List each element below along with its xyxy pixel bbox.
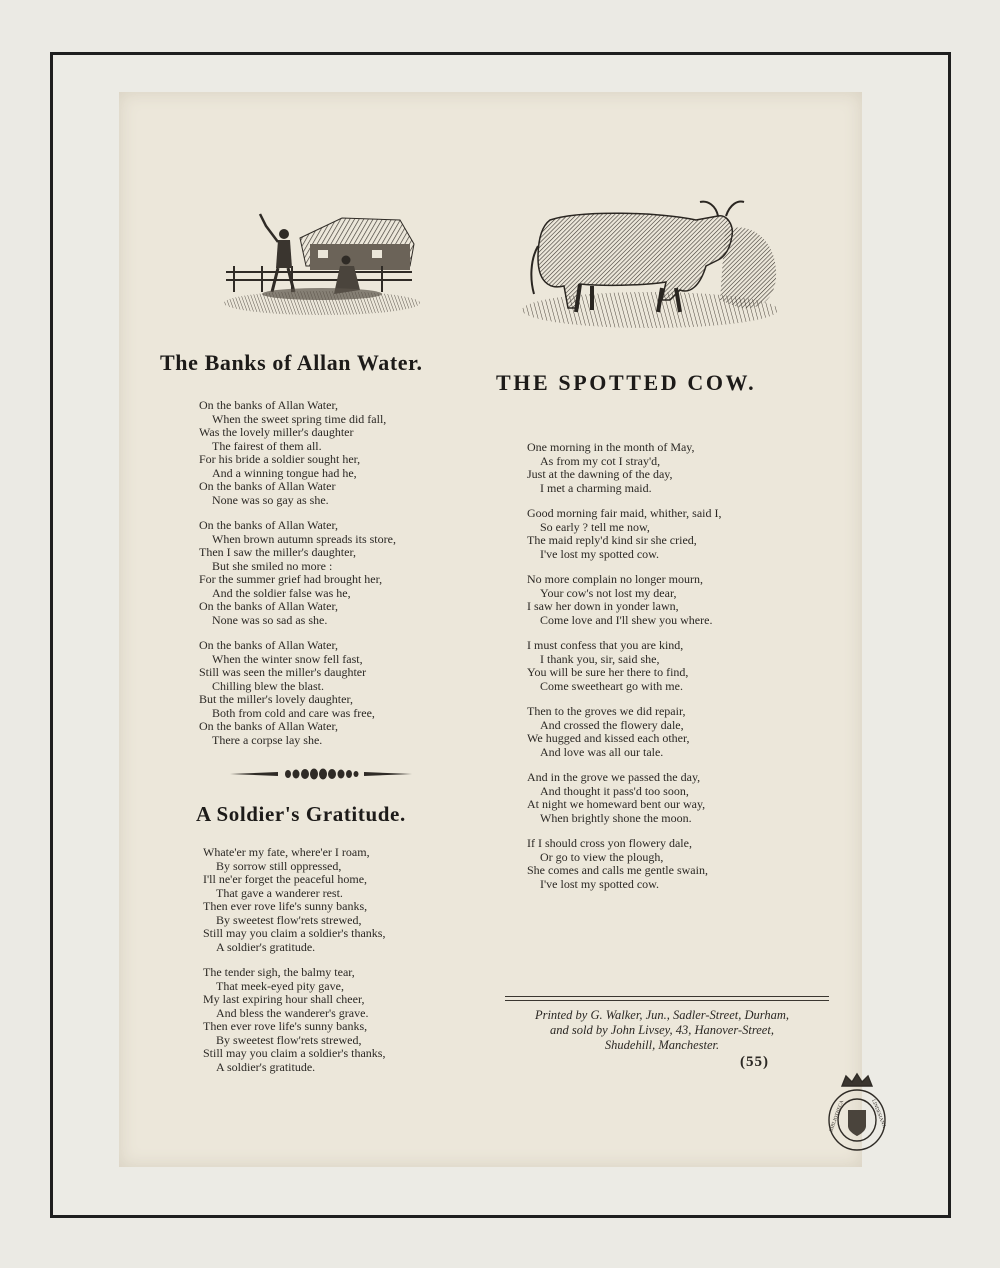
verse-line: And a winning tongue had he,: [212, 465, 357, 480]
verse-line: Still may you claim a soldier's thanks,: [203, 926, 386, 940]
verse-line: Come sweetheart go with me.: [540, 678, 683, 693]
verse-line: And crossed the flowery dale,: [540, 717, 684, 732]
verse-line: A soldier's gratitude.: [216, 1059, 316, 1074]
verse-line: My last expiring hour shall cheer,: [203, 992, 365, 1006]
verse-line: On the banks of Allan Water,: [199, 599, 338, 613]
verse-line: At night we homeward bent our way,: [527, 797, 706, 811]
imprint-line: Shudehill, Manchester.: [604, 1038, 720, 1052]
verse-line: I must confess that you are kind,: [527, 638, 684, 652]
poem-spotted-cow: [527, 441, 721, 903]
verse-line: And thought it pass'd too soon,: [540, 783, 689, 798]
verse-line: For the summer grief had brought her,: [199, 572, 383, 586]
verse-line: Still may you claim a soldier's thanks,: [203, 1046, 386, 1060]
verse-line: I thank you, sir, said she,: [540, 651, 660, 666]
poem-soldiers-gratitude: [203, 846, 385, 1086]
verse-line: When the winter snow fell fast,: [212, 651, 363, 666]
verse-line: I saw her down in yonder lawn,: [527, 599, 679, 613]
verse-line: On the banks of Allan Water,: [199, 518, 338, 532]
woodcut-spotted-cow: [520, 190, 782, 330]
stanza: [527, 441, 721, 495]
verse-line: Or go to view the plough,: [540, 849, 664, 864]
stanza: [199, 399, 396, 507]
stanza: [203, 846, 385, 954]
verse-line: By sweetest flow'rets strewed,: [216, 1032, 362, 1047]
verse-line: That meek-eyed pity gave,: [216, 978, 344, 993]
verse-line: But the miller's lovely daughter,: [199, 692, 353, 706]
stanza: [527, 837, 721, 891]
woodcut-soldier-cottage: [222, 208, 422, 318]
stanza: [527, 705, 721, 759]
verse-line: By sweetest flow'rets strewed,: [216, 912, 362, 927]
verse-line: There a corpse lay she.: [212, 732, 323, 747]
verse-line: The maid reply'd kind sir she cried,: [527, 533, 697, 547]
verse-line: Chilling blew the blast.: [212, 678, 324, 693]
verse-line: On the banks of Allan Water,: [199, 398, 338, 412]
verse-line: One morning in the month of May,: [527, 440, 695, 454]
stanza: [203, 966, 385, 1074]
verse-line: And bless the wanderer's grave.: [216, 1005, 369, 1020]
svg-text:BIBLIOTHECA: BIBLIOTHECA: [829, 1099, 846, 1133]
verse-line: Still was seen the miller's daughter: [199, 665, 367, 679]
verse-line: And love was all our tale.: [540, 744, 664, 759]
verse-line: On the banks of Allan Water,: [199, 719, 338, 733]
verse-line: If I should cross yon flowery dale,: [527, 836, 692, 850]
stanza: [199, 639, 396, 747]
verse-line: We hugged and kissed each other,: [527, 731, 690, 745]
printer-imprint: [497, 1008, 827, 1053]
verse-line: The tender sigh, the balmy tear,: [203, 965, 355, 979]
stanza: [527, 639, 721, 693]
verse-line: I've lost my spotted cow.: [540, 876, 660, 891]
verse-line: When brown autumn spreads its store,: [212, 531, 396, 546]
verse-line: Come love and I'll shew you where.: [540, 612, 713, 627]
verse-line: And in the grove we passed the day,: [527, 770, 701, 784]
verse-line: No more complain no longer mourn,: [527, 572, 703, 586]
verse-line: Just at the dawning of the day,: [527, 467, 673, 481]
imprint-line: and sold by John Livsey, 43, Hanover-Street,: [550, 1023, 774, 1037]
ornamental-rule: [228, 768, 414, 780]
title-spotted-cow: THE SPOTTED COW.: [496, 370, 757, 395]
verse-line: By sorrow still oppressed,: [216, 858, 342, 873]
verse-line: Then I saw the miller's daughter,: [199, 545, 356, 559]
verse-line: A soldier's gratitude.: [216, 939, 316, 954]
verse-line: I'll ne'er forget the peaceful home,: [203, 872, 368, 886]
library-stamp-icon: [822, 1070, 892, 1154]
verse-line: She comes and calls me gentle swain,: [527, 863, 708, 877]
verse-line: On the banks of Allan Water,: [199, 638, 338, 652]
title-banks-of-allan-water: The Banks of Allan Water.: [160, 350, 423, 375]
verse-line: So early ? tell me now,: [540, 519, 650, 534]
verse-line: Then ever rove life's sunny banks,: [203, 899, 368, 913]
stanza: [527, 507, 721, 561]
verse-line: Then ever rove life's sunny banks,: [203, 1019, 368, 1033]
title-soldiers-gratitude: A Soldier's Gratitude.: [196, 802, 406, 826]
verse-line: And the soldier false was he,: [212, 585, 351, 600]
poem-banks-of-allan-water: [199, 399, 396, 759]
verse-line: When brightly shone the moon.: [540, 810, 692, 825]
verse-line: Your cow's not lost my dear,: [540, 585, 677, 600]
double-rule: [505, 996, 829, 1001]
verse-line: Was the lovely miller's daughter: [199, 425, 354, 439]
stanza: [527, 771, 721, 825]
verse-line: I've lost my spotted cow.: [540, 546, 660, 561]
verse-line: You will be sure her there to find,: [527, 665, 689, 679]
verse-line: On the banks of Allan Water: [199, 479, 336, 493]
verse-line: Then to the groves we did repair,: [527, 704, 686, 718]
verse-line: Whate'er my fate, where'er I roam,: [203, 845, 370, 859]
verse-line: For his bride a soldier sought her,: [199, 452, 361, 466]
verse-line: When the sweet spring time did fall,: [212, 411, 387, 426]
svg-text:LINDESIANA: LINDESIANA: [870, 1098, 887, 1129]
verse-line: The fairest of them all.: [212, 438, 322, 453]
verse-line: Both from cold and care was free,: [212, 705, 375, 720]
verse-line: That gave a wanderer rest.: [216, 885, 343, 900]
stanza: [527, 573, 721, 627]
catalogue-number: (55): [740, 1054, 769, 1070]
verse-line: None was so sad as she.: [212, 612, 328, 627]
stanza: [199, 519, 396, 627]
verse-line: None was so gay as she.: [212, 492, 329, 507]
verse-line: As from my cot I stray'd,: [540, 453, 661, 468]
verse-line: Good morning fair maid, whither, said I,: [527, 506, 722, 520]
verse-line: I met a charming maid.: [540, 480, 652, 495]
imprint-line: Printed by G. Walker, Jun., Sadler-Street, Durham,: [534, 1008, 790, 1022]
verse-line: But she smiled no more :: [212, 558, 333, 573]
